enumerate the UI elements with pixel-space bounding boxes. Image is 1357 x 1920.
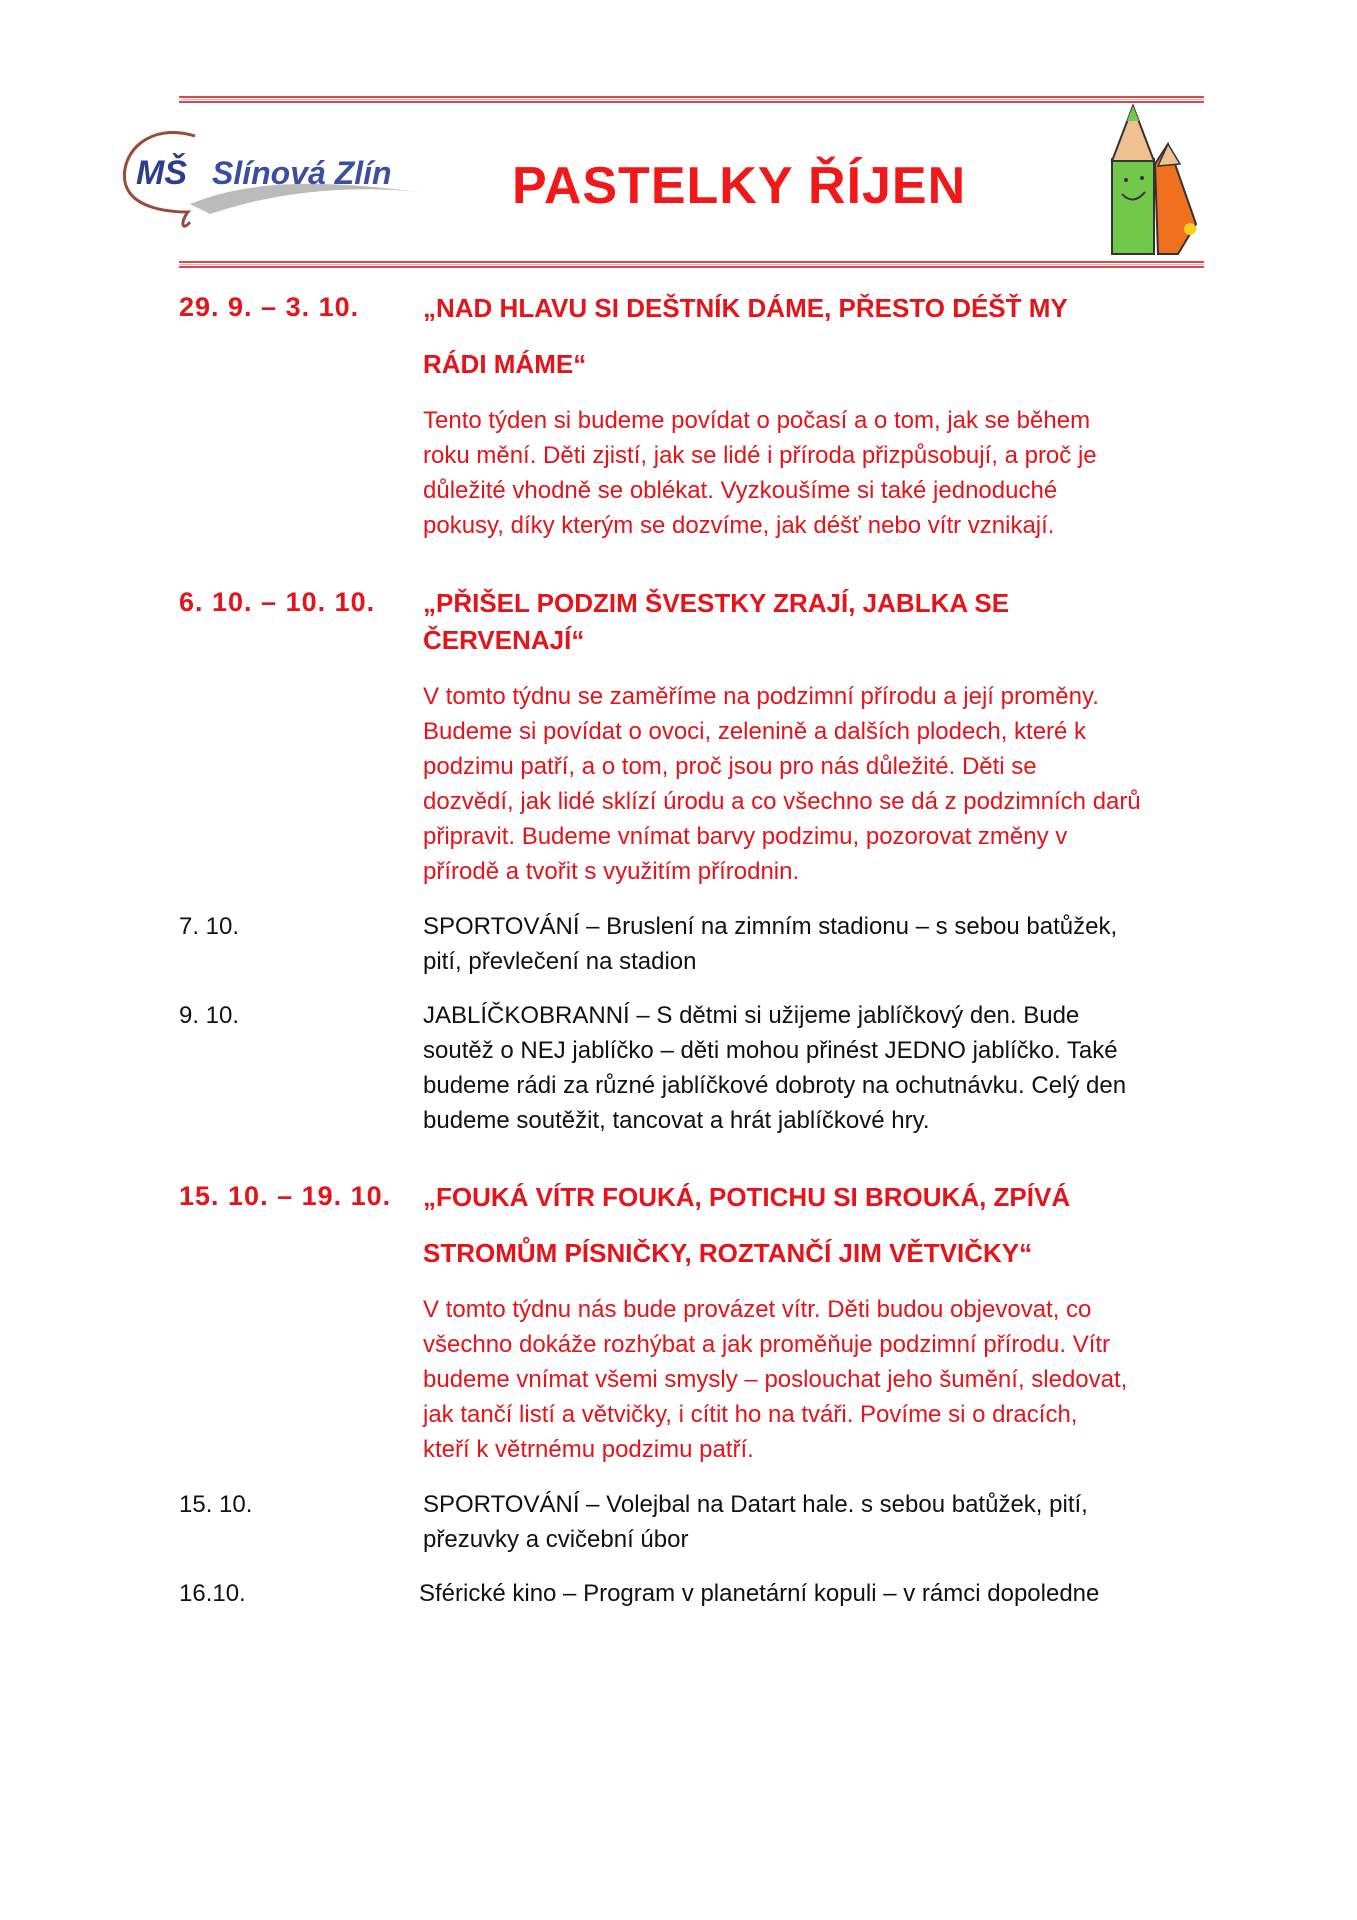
header-top-rule — [179, 96, 1204, 103]
week-text: přírodě a tvořit s využitím přírodnin. — [423, 858, 800, 885]
week-text: Budeme si povídat o ovoci, zelenině a dalších plodech, které k — [423, 718, 1087, 745]
week-text: pokusy, díky kterým se dozvíme, jak déšť nebo vítr vznikají. — [423, 512, 1055, 539]
week-dates: 15. 10. – 19. 10. — [179, 1181, 392, 1211]
event-date: 7. 10. — [179, 913, 240, 940]
week-dates: 29. 9. – 3. 10. — [179, 292, 360, 322]
event-text: budeme soutěžit, tancovat a hrát jablíčkové hry. — [423, 1107, 930, 1134]
week-heading: RÁDI MÁME“ — [423, 349, 587, 379]
event-text: budeme rádi za různé jablíčkové dobroty na ochutnávku. Celý den — [423, 1072, 1127, 1099]
week-heading: „FOUKÁ VÍTR FOUKÁ, POTICHU SI BROUKÁ, ZPÍVÁ — [423, 1182, 1071, 1212]
week-text: jak tančí listí a větvičky, i cítit ho na tváři. Povíme si o dracích, — [423, 1401, 1078, 1428]
event-text: pití, převlečení na stadion — [423, 948, 697, 975]
event-text: SPORTOVÁNÍ – Volejbal na Datart hale. s sebou batůžek, pití, — [423, 1491, 1088, 1518]
week-text: V tomto týdnu se zaměříme na podzimní přírodu a její proměny. — [423, 683, 1099, 710]
page-title: PASTELKY ŘÍJEN — [512, 157, 967, 215]
school-logo — [120, 122, 430, 232]
week-heading: ČERVENAJÍ“ — [423, 625, 585, 655]
svg-text:MŠ: MŠ — [136, 154, 187, 192]
logo-swoosh-icon — [120, 122, 430, 232]
week-text: podzimu patří, a o tom, proč jsou pro nás důležité. Děti se — [423, 753, 1037, 780]
week-text: důležité vhodně se oblékat. Vyzkoušíme si také jednoduché — [423, 477, 1058, 504]
svg-text:Slínová Zlín: Slínová Zlín — [212, 155, 392, 191]
week-text: dozvědí, jak lidé sklízí úrodu a co všechno se dá z podzimních darů — [423, 788, 1141, 815]
pencils-icon — [1100, 104, 1205, 262]
week-heading: „NAD HLAVU SI DEŠTNÍK DÁME, PŘESTO DÉŠŤ MY — [423, 293, 1068, 323]
week-text: připravit. Budeme vnímat barvy podzimu, pozorovat změny v — [423, 823, 1068, 850]
week-heading: „PŘIŠEL PODZIM ŠVESTKY ZRAJÍ, JABLKA SE — [423, 588, 1010, 618]
week-text: Tento týden si budeme povídat o počasí a o tom, jak se během — [423, 407, 1091, 434]
event-date: 15. 10. — [179, 1491, 253, 1518]
week-heading: STROMŮM PÍSNIČKY, ROZTANČÍ JIM VĚTVIČKY“ — [423, 1238, 1033, 1268]
week-text: kteří k větrnému podzimu patří. — [423, 1436, 754, 1463]
event-text: Sférické kino – Program v planetární kopuli – v rámci dopoledne — [419, 1580, 1100, 1607]
pencils-illustration — [1100, 104, 1205, 262]
event-text: soutěž o NEJ jablíčko – děti mohou přinést JEDNO jablíčko. Také — [423, 1037, 1118, 1064]
week-text: budeme vnímat všemi smysly – poslouchat jeho šumění, sledovat, — [423, 1366, 1128, 1393]
event-date: 16.10. — [179, 1580, 246, 1607]
week-text: všechno dokáže rozhýbat a jak proměňuje podzimní přírodu. Vítr — [423, 1331, 1111, 1358]
event-date: 9. 10. — [179, 1002, 240, 1029]
event-text: SPORTOVÁNÍ – Bruslení na zimním stadionu – s sebou batůžek, — [423, 913, 1118, 940]
week-text: roku mění. Děti zjistí, jak se lidé i příroda přizpůsobují, a proč je — [423, 442, 1097, 469]
event-text: přezuvky a cvičební úbor — [423, 1526, 689, 1553]
event-text: JABLÍČKOBRANNÍ – S dětmi si užijeme jablíčkový den. Bude — [423, 1002, 1080, 1029]
week-dates: 6. 10. – 10. 10. — [179, 587, 376, 617]
header-bottom-rule — [179, 261, 1204, 268]
week-text: V tomto týdnu nás bude provázet vítr. Děti budou objevovat, co — [423, 1296, 1092, 1323]
